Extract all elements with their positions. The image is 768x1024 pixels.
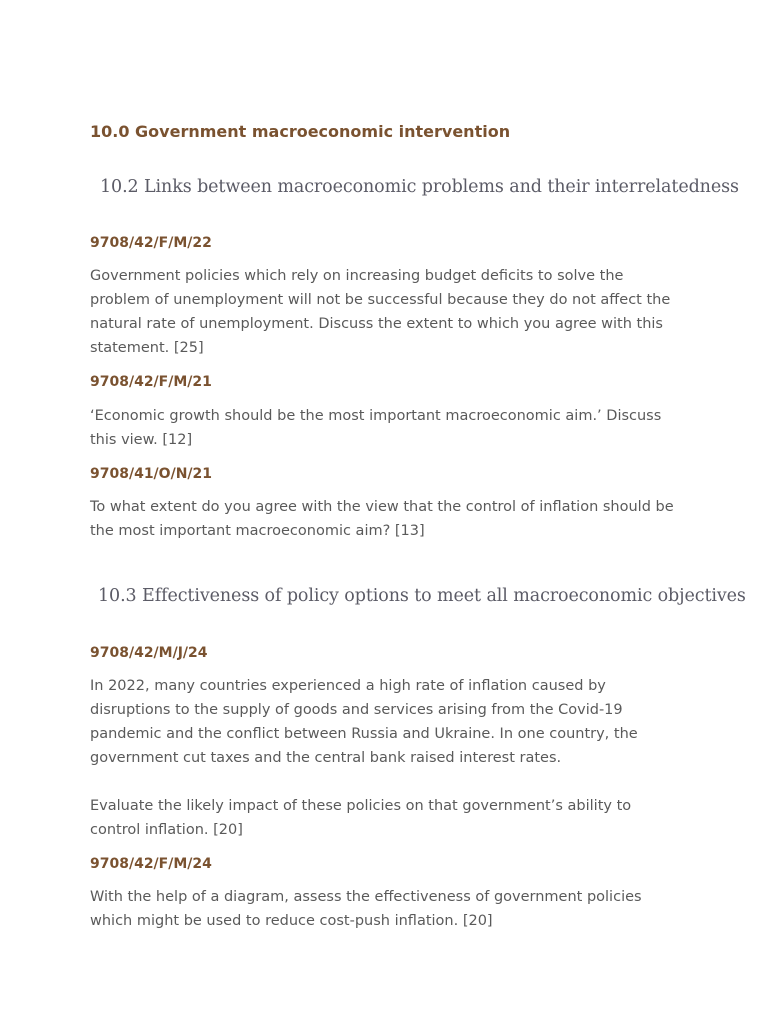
question-code: 9708/41/O/N/21 [90,466,213,482]
question-text-continued: Evaluate the likely impact of these policies on that government’s ability to control inflation. [20] [90,798,632,838]
question-code: 9708/42/M/J/24 [90,645,208,661]
section-title-10-3: 10.3 Effectiveness of policy options to meet all macroeconomic objectives [98,586,746,606]
document-page [90,120,746,933]
question-code: 9708/42/F/M/24 [90,856,212,872]
question-text: ‘Economic growth should be the most important macroeconomic aim.’ Discuss this view. [12] [90,408,662,448]
chapter-title: 10.0 Government macroeconomic intervention [90,122,511,141]
question-text: In 2022, many countries experienced a high rate of inflation caused by disruptions to the supply of goods and services arising from the Covid-19 pandemic and the conflict between Russia and Ukraine. In one country, the government cut taxes and the central bank raised interest rates. [90,678,638,766]
question-code: 9708/42/F/M/22 [90,235,212,251]
question-code: 9708/42/F/M/21 [90,374,212,390]
question-text: To what extent do you agree with the view that the control of inflation should be the most important macroeconomic aim? [13] [90,499,674,539]
section-title-10-2: 10.2 Links between macroeconomic problems and their interrelatedness [100,177,739,197]
question-text: Government policies which rely on increasing budget deficits to solve the problem of unemployment will not be successful because they do not affect the natural rate of unemployment. Discuss the extent to which you agree with this statement. [25] [90,268,671,356]
question-text: With the help of a diagram, assess the effectiveness of government policies which might be used to reduce cost-push inflation. [20] [90,889,642,929]
